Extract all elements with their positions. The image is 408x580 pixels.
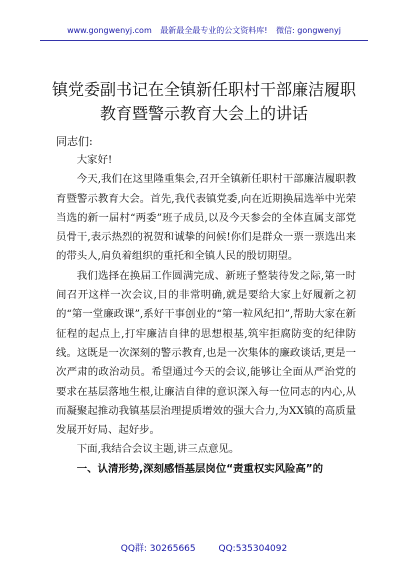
paragraph-opening: 今天,我们在这里隆重集会,召开全镇新任职村干部廉洁履职教育暨警示教育大会。首先,我代表镇党委,向在近期换届选举中光荣当选的新一届村“两委”班子成员,以及今天参会的全体直属支部党员骨干,表示热烈的祝贺和诚挚的问候!你们是群众一票一票选出来的带头人,肩负着组织的重托和全镇人民的殷切期望。: [56, 173, 356, 263]
footer-qq: QQ:535304092: [218, 544, 288, 554]
page-header: [40, 24, 368, 38]
section-heading: 一、认清形势,深刻感悟基层岗位“责重权实风险高”的: [76, 462, 323, 475]
salutation: 同志们:: [56, 135, 93, 148]
paragraph-greeting: 大家好!: [76, 154, 113, 166]
header-divider: [40, 40, 368, 41]
page-footer: [40, 542, 368, 556]
header-wechat: 微信: gongwenyj: [276, 26, 341, 35]
footer-qq-group: QQ群: 30265665: [120, 544, 196, 554]
document-body: [56, 151, 356, 479]
paragraph-purpose: 我们选择在换届工作圆满完成、新班子整装待发之际,第一时间召开这样一次会议,目的非常明确,就是要给大家上好履新之初的“第一堂廉政课”,系好干事创业的“第一粒风纪扣”,帮助大家在新征程的起点上,打牢廉洁自律的思想根基,筑牢拒腐防变的纪律防线。这既是一次深刻的警示教育,也是一次集体的廉政谈话,更是一次严肃的政治动员。希望通过今天的会议,能够让全面从严治党的要求在基层落地生根,让廉洁自律的意识深入每一位同志的内心,从而凝聚起推动我镇基层治理提质增效的强大合力,为XX镇的高质量发展开好局、起好步。: [56, 269, 356, 437]
header-site-url: www.gongwenyj.com: [67, 26, 152, 35]
paragraph-transition: 下面,我结合会议主题,讲三点意见。: [76, 443, 240, 456]
header-tagline: 最新最全最专业的公文资料库!: [160, 26, 268, 35]
document-title: 镇党委副书记在全镇新任职村干部廉洁履职教育暨警示教育大会上的讲话: [51, 80, 356, 123]
